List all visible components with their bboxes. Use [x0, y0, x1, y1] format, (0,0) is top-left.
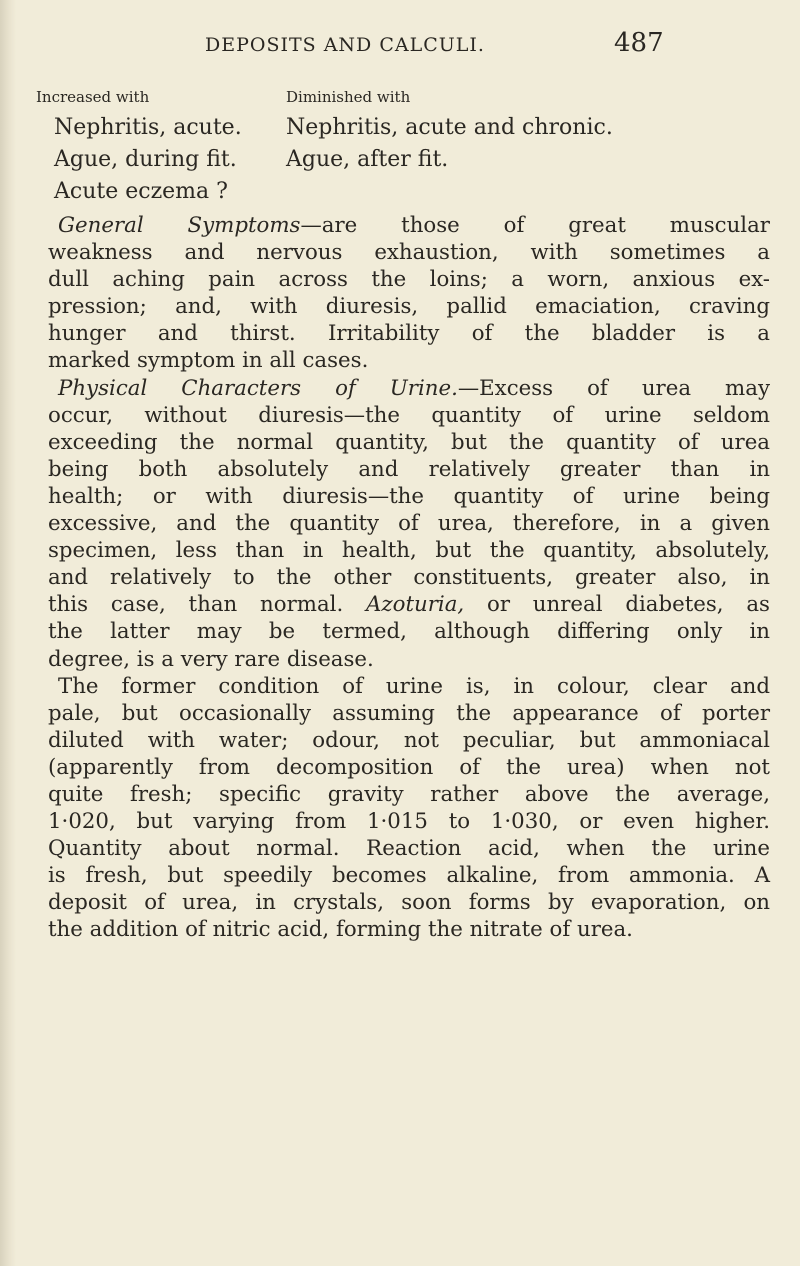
text-line: (apparently from decomposition of the urea) when not	[48, 754, 770, 780]
text-line: diluted with water; odour, not peculiar, but ammoniacal	[48, 727, 770, 753]
running-title: DEPOSITS AND CALCULI.	[205, 34, 485, 56]
text-fragment: or unreal diabetes, as	[487, 592, 770, 618]
text-line: exceeding the normal quantity, but the quantity of urea	[48, 429, 770, 455]
table-cell: Ague, after fit.	[286, 147, 449, 172]
text-fragment: this case, than normal.	[48, 592, 344, 618]
text-line: the addition of nitric acid, forming the nitrate of urea.	[48, 917, 633, 943]
text-line: marked symptom in all cases.	[48, 348, 369, 374]
text-line: 1·020, but varying from 1·015 to 1·030, or even higher.	[48, 809, 770, 835]
text-line: dull aching pain across the loins; a worn, anxious ex-	[48, 267, 770, 293]
text-line: being both absolutely and relatively greater than in	[48, 456, 770, 482]
condition-table	[54, 112, 774, 208]
paragraph-physical-characters	[48, 375, 770, 673]
text-line: the latter may be termed, although differing only in	[48, 619, 770, 645]
text-line: and relatively to the other constituents, greater also, in	[48, 565, 770, 591]
text-fragment: —Excess of urea may	[457, 375, 770, 401]
section-heading: General Symptoms	[58, 213, 301, 238]
table-cell: Acute eczema ?	[54, 179, 228, 204]
text-line: quite fresh; specific gravity rather above the average,	[48, 781, 770, 807]
page-number: 487	[614, 28, 664, 58]
text-line: health; or with diuresis—the quantity of urine being	[48, 483, 770, 509]
text-line	[48, 591, 770, 618]
text-line: weakness and nervous exhaustion, with sometimes a	[48, 240, 770, 266]
text-line	[48, 375, 770, 402]
text-line: pale, but occasionally assuming the appearance of porter	[48, 700, 770, 726]
page-gutter	[0, 0, 16, 1266]
column-header-diminished: Diminished with	[286, 88, 411, 106]
text-line: deposit of urea, in crystals, soon forms by evaporation, on	[48, 890, 770, 916]
table-cell: Ague, during fit.	[54, 147, 237, 172]
paragraph-general-symptoms	[48, 212, 770, 375]
italic-term: Azoturia,	[366, 592, 465, 618]
text-line: excessive, and the quantity of urea, therefore, in a given	[48, 511, 770, 537]
paragraph-former-condition	[48, 673, 770, 944]
text-line	[48, 212, 770, 239]
text-line: Quantity about normal. Reaction acid, when the urine	[48, 836, 770, 862]
text-line: occur, without diuresis—the quantity of urine seldom	[48, 402, 770, 428]
text-line: degree, is a very rare disease.	[48, 646, 374, 672]
text-line: is fresh, but speedily becomes alkaline, from ammonia. A	[48, 863, 770, 889]
section-heading: Physical Characters of Urine.	[58, 375, 458, 401]
text-line: pression; and, with diuresis, pallid emaciation, craving	[48, 294, 770, 320]
table-cell: Nephritis, acute.	[54, 115, 242, 140]
table-cell: Nephritis, acute and chronic.	[286, 115, 613, 140]
text-fragment: —are those of great muscular	[300, 213, 770, 238]
text-line: specimen, less than in health, but the quantity, absolutely,	[48, 538, 770, 564]
column-header-increased: Increased with	[36, 88, 150, 106]
table-row	[54, 176, 774, 208]
body-text	[48, 212, 770, 944]
table-row	[54, 144, 774, 176]
table-row	[54, 112, 774, 144]
page-header	[0, 28, 800, 68]
table-header	[36, 88, 776, 108]
text-line: hunger and thirst. Irritability of the bladder is a	[48, 321, 770, 347]
text-line	[48, 673, 770, 700]
text-fragment: The former condition of urine is, in colour, clear and	[58, 673, 770, 699]
